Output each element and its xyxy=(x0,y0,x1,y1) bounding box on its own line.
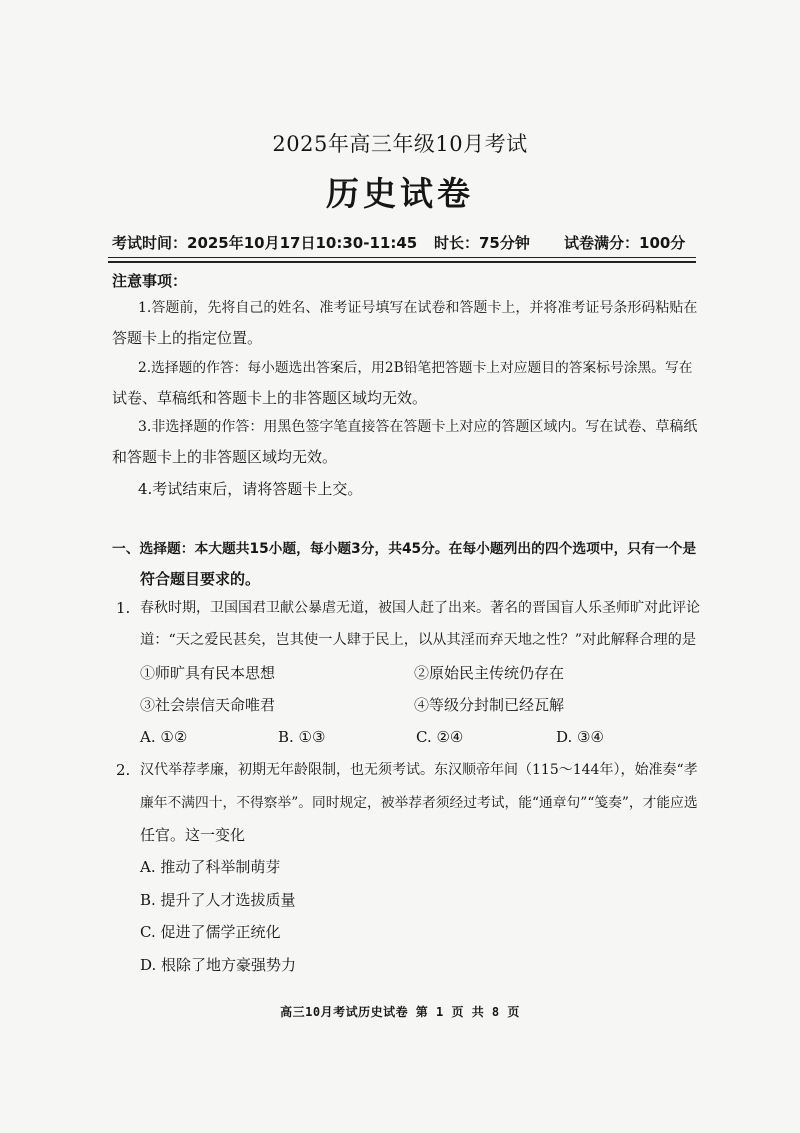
question-2-option-a: A. 推动了科举制萌芽 xyxy=(140,858,281,876)
notice-item-3-line-2: 和答题卡上的非答题区域均无效。 xyxy=(112,448,338,466)
question-1-statement-4: ④等级分封制已经瓦解 xyxy=(414,696,565,714)
notice-item-3-line-1: 3.非选择题的作答：用黑色签字笔直接答在答题卡上对应的答题区域内。写在试卷、草稿纸 xyxy=(138,419,698,435)
notice-item-2-line-1: 2.选择题的作答：每小题选出答案后，用2B铅笔把答题卡上对应题目的答案标号涂黑。写在 xyxy=(138,360,693,376)
page-footer: 高三10月考试历史试卷 第 1 页 共 8 页 xyxy=(280,1005,520,1019)
exam-full-score: 试卷满分：100分 xyxy=(564,234,686,252)
question-2-option-b: B. 提升了人才选拔质量 xyxy=(140,891,296,909)
question-1-option-a: A. ①② xyxy=(140,728,188,746)
question-1-statement-2: ②原始民主传统仍存在 xyxy=(414,664,565,682)
notice-item-4: 4.考试结束后，请将答题卡上交。 xyxy=(138,480,363,498)
header-divider-thin xyxy=(108,257,696,258)
exam-subtitle: 2025年高三年级10月考试 xyxy=(272,132,528,156)
notice-heading: 注意事项： xyxy=(112,272,188,290)
question-1-statement-1: ①师旷具有民本思想 xyxy=(140,664,276,682)
question-2-line-2: 廉年不满四十，不得察举”。同时规定，被举荐者须经过考试，能“通章句”“笺奏”，才能应选 xyxy=(140,795,698,811)
question-1-number: 1. xyxy=(116,599,131,617)
notice-item-1-line-1: 1.答题前，先将自己的姓名、准考证号填写在试卷和答题卡上，并将准考证号条形码粘贴在 xyxy=(138,300,698,316)
header-divider-thick xyxy=(108,261,696,263)
question-1-option-c: C. ②④ xyxy=(416,728,464,746)
section-1-heading-line-2: 符合题目要求的。 xyxy=(140,570,261,588)
question-2-line-1: 汉代举荐孝廉，初期无年龄限制，也无须考试。东汉顺帝年间（115～144年），始准奏“孝 xyxy=(140,762,698,778)
notice-item-2-line-2: 试卷、草稿纸和答题卡上的非答题区域均无效。 xyxy=(112,389,428,407)
question-1-line-1: 春秋时期，卫国国君卫献公暴虐无道，被国人赶了出来。著名的晋国盲人乐圣师旷对此评论 xyxy=(140,600,700,616)
question-1-option-b: B. ①③ xyxy=(278,728,326,746)
question-2-option-d: D. 根除了地方豪强势力 xyxy=(140,956,297,974)
exam-duration: 时长：75分钟 xyxy=(434,234,530,252)
question-2-line-3: 任官。这一变化 xyxy=(140,826,246,844)
section-1-heading-line-1: 一、选择题：本大题共15小题，每小题3分，共45分。在每小题列出的四个选项中，只有一个是 xyxy=(112,541,697,557)
question-1-statement-3: ③社会崇信天命唯君 xyxy=(140,696,276,714)
exam-time: 考试时间：2025年10月17日10:30-11:45 xyxy=(112,234,418,252)
exam-title: 历史试卷 xyxy=(326,174,474,213)
question-2-number: 2. xyxy=(116,761,131,779)
notice-item-1-line-2: 答题卡上的指定位置。 xyxy=(112,329,263,347)
question-1-option-d: D. ③④ xyxy=(556,728,604,746)
question-2-option-c: C. 促进了儒学正统化 xyxy=(140,923,281,941)
question-1-line-2: 道：“天之爱民甚矣，岂其使一人肆于民上，以从其淫而弃天地之性？”对此解释合理的是 xyxy=(140,632,697,648)
